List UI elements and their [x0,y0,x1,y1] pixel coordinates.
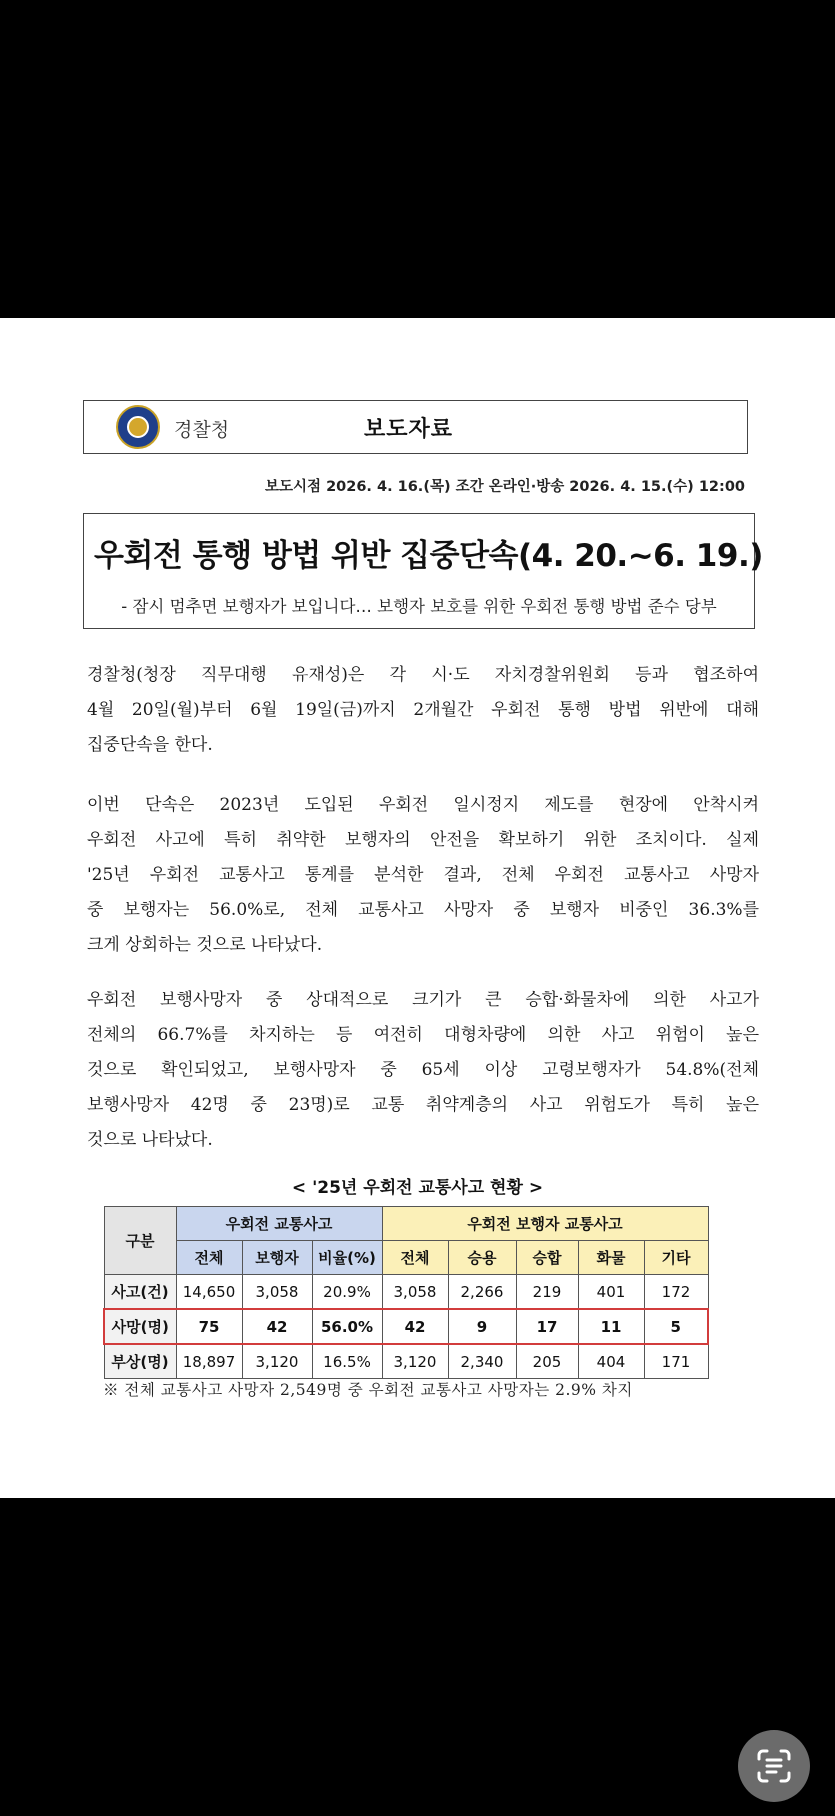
column-header: 전체 [382,1241,448,1275]
text-line: 것으로 나타났다. [87,1130,213,1150]
page-subtitle: - 잠시 멈추면 보행자가 보입니다… 보행자 보호를 위한 우회전 통행 방법 준수 당부 [121,597,717,616]
release-time: 보도시점 2026. 4. 16.(목) 조간 온라인·방송 2026. 4. 15.(수) 12:00 [265,479,745,495]
corner-header: 구분 [104,1207,176,1275]
table-row [104,1275,708,1310]
group-header-all: 우회전 교통사고 [176,1207,382,1241]
text-line: 경찰청(청장 직무대행 유재성)은 각 시·도 자치경찰위원회 등과 협조하여 [87,665,759,685]
column-header: 전체 [176,1241,242,1275]
text-line: '25년 우회전 교통사고 통계를 분석한 결과, 전체 우회전 교통사고 사망자 [87,865,759,885]
paragraph-2 [87,788,759,963]
table-cell: 20.9% [312,1275,382,1310]
text-line: 보행사망자 42명 중 23명)로 교통 취약계층의 사고 위험도가 특히 높은 [87,1095,759,1115]
column-header: 기타 [644,1241,708,1275]
title-box [83,513,763,629]
page-title: 우회전 통행 방법 위반 집중단속(4. 20.~6. 19.) [94,538,763,574]
text-line: 것으로 확인되었고, 보행사망자 중 65세 이상 고령보행자가 54.8%(전체 [87,1060,759,1080]
text-line: 이번 단속은 2023년 도입된 우회전 일시정지 제도를 현장에 안착시켜 [87,795,759,815]
column-header: 화물 [578,1241,644,1275]
table-cell: 5 [644,1309,708,1344]
row-label: 부상(명) [104,1344,176,1379]
document-type: 보도자료 [364,417,454,442]
table-cell: 171 [644,1344,708,1379]
table-footnote: ※ 전체 교통사고 사망자 2,549명 중 우회전 교통사고 사망자는 2.9% 차지 [103,1381,633,1399]
text-line: 4월 20일(월)부터 6월 19일(금)까지 2개월간 우회전 통행 방법 위반에 대해 [87,700,759,720]
table-cell: 219 [516,1275,578,1310]
table-cell: 42 [382,1309,448,1344]
table-cell: 3,120 [382,1344,448,1379]
paragraph-1 [87,658,759,763]
text-scan-button[interactable] [738,1730,810,1802]
text-line: 우회전 사고에 특히 취약한 보행자의 안전을 확보하기 위한 조치이다. 실제 [87,830,759,850]
text-scan-icon [754,1746,794,1786]
column-header: 보행자 [242,1241,312,1275]
table-cell: 9 [448,1309,516,1344]
table-cell: 14,650 [176,1275,242,1310]
table-cell: 16.5% [312,1344,382,1379]
group-header-pedestrian: 우회전 보행자 교통사고 [382,1207,708,1241]
accident-stats-table [103,1206,709,1379]
column-header: 승용 [448,1241,516,1275]
paragraph-3 [87,983,759,1158]
police-emblem-icon [116,405,160,449]
table-cell: 17 [516,1309,578,1344]
table-row-highlighted [104,1309,708,1344]
table-cell: 401 [578,1275,644,1310]
column-header: 비율(%) [312,1241,382,1275]
table-cell: 18,897 [176,1344,242,1379]
text-line: 집중단속을 한다. [87,735,213,755]
table-cell: 2,266 [448,1275,516,1310]
table-cell: 11 [578,1309,644,1344]
press-release-page [0,318,835,1498]
table-cell: 42 [242,1309,312,1344]
table-cell: 3,058 [382,1275,448,1310]
table-row [104,1344,708,1379]
text-line: 크게 상회하는 것으로 나타났다. [87,935,323,955]
table-cell: 205 [516,1344,578,1379]
table-title: < '25년 우회전 교통사고 현황 > [291,1178,544,1198]
table-cell: 3,058 [242,1275,312,1310]
table-cell: 172 [644,1275,708,1310]
table-cell: 2,340 [448,1344,516,1379]
row-label: 사고(건) [104,1275,176,1310]
text-line: 우회전 보행사망자 중 상대적으로 크기가 큰 승합·화물차에 의한 사고가 [87,990,759,1010]
column-header: 승합 [516,1241,578,1275]
table-cell: 404 [578,1344,644,1379]
table-cell: 56.0% [312,1309,382,1344]
table-cell: 75 [176,1309,242,1344]
row-label: 사망(명) [104,1309,176,1344]
letterhead [83,400,748,454]
text-line: 중 보행자는 56.0%로, 전체 교통사고 사망자 중 보행자 비중인 36.3%를 [87,900,759,920]
table-cell: 3,120 [242,1344,312,1379]
agency-name: 경찰청 [174,419,230,441]
text-line: 전체의 66.7%를 차지하는 등 여전히 대형차량에 의한 사고 위험이 높은 [87,1025,759,1045]
